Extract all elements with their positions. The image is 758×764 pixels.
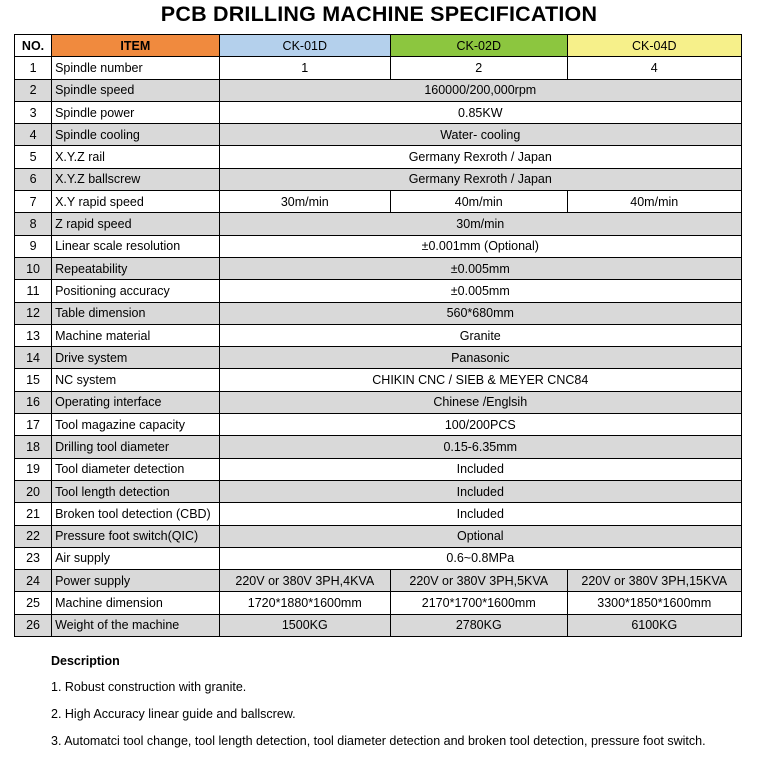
- table-row: [15, 592, 742, 614]
- table-row: [15, 79, 742, 101]
- table-row: [15, 436, 742, 458]
- row-item-label: X.Y rapid speed: [52, 191, 219, 213]
- row-number: 19: [15, 458, 52, 480]
- table-row: [15, 235, 742, 257]
- row-value-all-models: 560*680mm: [219, 302, 741, 324]
- row-value-all-models: 30m/min: [219, 213, 741, 235]
- row-item-label: Repeatability: [52, 257, 219, 279]
- row-number: 15: [15, 369, 52, 391]
- row-value-ck04d: 3300*1850*1600mm: [567, 592, 742, 614]
- table-row: [15, 525, 742, 547]
- row-number: 8: [15, 213, 52, 235]
- row-value-all-models: 160000/200,000rpm: [219, 79, 741, 101]
- table-row: [15, 414, 742, 436]
- row-value-all-models: 0.85KW: [219, 101, 741, 123]
- row-value-ck04d: 220V or 380V 3PH,15KVA: [567, 570, 742, 592]
- row-item-label: Tool magazine capacity: [52, 414, 219, 436]
- header-item: ITEM: [52, 35, 219, 57]
- row-number: 12: [15, 302, 52, 324]
- row-value-ck02d: 2: [391, 57, 567, 79]
- row-item-label: Machine material: [52, 324, 219, 346]
- row-value-ck01d: 1720*1880*1600mm: [219, 592, 390, 614]
- row-value-all-models: Granite: [219, 324, 741, 346]
- row-value-all-models: Germany Rexroth / Japan: [219, 168, 741, 190]
- row-item-label: Spindle speed: [52, 79, 219, 101]
- table-row: [15, 480, 742, 502]
- table-row: [15, 369, 742, 391]
- table-row: [15, 213, 742, 235]
- row-item-label: Spindle cooling: [52, 124, 219, 146]
- header-no: NO.: [15, 35, 52, 57]
- row-number: 16: [15, 391, 52, 413]
- row-value-all-models: 0.6~0.8MPa: [219, 547, 741, 569]
- row-number: 17: [15, 414, 52, 436]
- row-value-ck02d: 220V or 380V 3PH,5KVA: [391, 570, 567, 592]
- row-item-label: Power supply: [52, 570, 219, 592]
- row-item-label: Machine dimension: [52, 592, 219, 614]
- description-line-3: 3. Automatci tool change, tool length detection, tool diameter detection and broken tool detection, pressure foot switch.: [51, 734, 706, 748]
- row-number: 21: [15, 503, 52, 525]
- row-item-label: Drive system: [52, 347, 219, 369]
- row-number: 7: [15, 191, 52, 213]
- table-row: [15, 503, 742, 525]
- row-item-label: Table dimension: [52, 302, 219, 324]
- row-value-all-models: Panasonic: [219, 347, 741, 369]
- row-number: 5: [15, 146, 52, 168]
- row-number: 11: [15, 280, 52, 302]
- row-value-ck02d: 2170*1700*1600mm: [391, 592, 567, 614]
- header-model-ck01d: CK-01D: [219, 35, 390, 57]
- header-model-ck04d: CK-04D: [567, 35, 742, 57]
- spec-table-body: [15, 57, 742, 637]
- table-row: [15, 191, 742, 213]
- row-value-ck04d: 4: [567, 57, 742, 79]
- row-value-all-models: Chinese /Englsih: [219, 391, 741, 413]
- row-item-label: Z rapid speed: [52, 213, 219, 235]
- row-value-all-models: Included: [219, 480, 741, 502]
- table-row: [15, 124, 742, 146]
- table-row: [15, 458, 742, 480]
- table-row: [15, 614, 742, 636]
- row-value-ck04d: 6100KG: [567, 614, 742, 636]
- row-number: 25: [15, 592, 52, 614]
- table-row: [15, 347, 742, 369]
- header-row: [15, 35, 742, 57]
- row-number: 3: [15, 101, 52, 123]
- row-value-ck01d: 1500KG: [219, 614, 390, 636]
- row-value-ck04d: 40m/min: [567, 191, 742, 213]
- row-number: 22: [15, 525, 52, 547]
- row-item-label: Operating interface: [52, 391, 219, 413]
- row-number: 10: [15, 257, 52, 279]
- row-number: 13: [15, 324, 52, 346]
- row-item-label: Positioning accuracy: [52, 280, 219, 302]
- row-item-label: Pressure foot switch(QIC): [52, 525, 219, 547]
- spec-table: [14, 34, 742, 637]
- row-value-all-models: 0.15-6.35mm: [219, 436, 741, 458]
- description-line-1: 1. Robust construction with granite.: [51, 680, 247, 694]
- row-value-ck01d: 220V or 380V 3PH,4KVA: [219, 570, 390, 592]
- description-line-2: 2. High Accuracy linear guide and ballscrew.: [51, 707, 296, 721]
- row-number: 24: [15, 570, 52, 592]
- row-number: 4: [15, 124, 52, 146]
- description-heading: Description: [51, 654, 120, 668]
- row-item-label: Air supply: [52, 547, 219, 569]
- row-number: 6: [15, 168, 52, 190]
- row-number: 23: [15, 547, 52, 569]
- row-item-label: X.Y.Z ballscrew: [52, 168, 219, 190]
- row-item-label: Drilling tool diameter: [52, 436, 219, 458]
- row-value-all-models: Included: [219, 458, 741, 480]
- row-value-all-models: ±0.005mm: [219, 280, 741, 302]
- row-item-label: Tool diameter detection: [52, 458, 219, 480]
- row-value-all-models: ±0.005mm: [219, 257, 741, 279]
- row-number: 2: [15, 79, 52, 101]
- page-title: PCB DRILLING MACHINE SPECIFICATION: [160, 2, 598, 26]
- row-number: 20: [15, 480, 52, 502]
- table-row: [15, 302, 742, 324]
- table-row: [15, 257, 742, 279]
- row-value-all-models: 100/200PCS: [219, 414, 741, 436]
- row-value-all-models: Germany Rexroth / Japan: [219, 146, 741, 168]
- table-row: [15, 146, 742, 168]
- row-item-label: Broken tool detection (CBD): [52, 503, 219, 525]
- row-number: 1: [15, 57, 52, 79]
- row-item-label: Spindle power: [52, 101, 219, 123]
- header-model-ck02d: CK-02D: [391, 35, 567, 57]
- row-value-ck02d: 2780KG: [391, 614, 567, 636]
- table-row: [15, 324, 742, 346]
- row-value-all-models: CHIKIN CNC / SIEB & MEYER CNC84: [219, 369, 741, 391]
- table-row: [15, 547, 742, 569]
- row-item-label: Tool length detection: [52, 480, 219, 502]
- row-value-all-models: ±0.001mm (Optional): [219, 235, 741, 257]
- row-number: 14: [15, 347, 52, 369]
- table-row: [15, 57, 742, 79]
- table-row: [15, 391, 742, 413]
- row-number: 9: [15, 235, 52, 257]
- table-row: [15, 101, 742, 123]
- row-item-label: Linear scale resolution: [52, 235, 219, 257]
- row-item-label: Weight of the machine: [52, 614, 219, 636]
- row-value-all-models: Included: [219, 503, 741, 525]
- row-value-ck02d: 40m/min: [391, 191, 567, 213]
- table-row: [15, 168, 742, 190]
- row-value-all-models: Optional: [219, 525, 741, 547]
- row-item-label: Spindle number: [52, 57, 219, 79]
- table-row: [15, 280, 742, 302]
- row-value-all-models: Water- cooling: [219, 124, 741, 146]
- row-item-label: X.Y.Z rail: [52, 146, 219, 168]
- row-number: 26: [15, 614, 52, 636]
- table-row: [15, 570, 742, 592]
- row-value-ck01d: 30m/min: [219, 191, 390, 213]
- row-item-label: NC system: [52, 369, 219, 391]
- row-number: 18: [15, 436, 52, 458]
- row-value-ck01d: 1: [219, 57, 390, 79]
